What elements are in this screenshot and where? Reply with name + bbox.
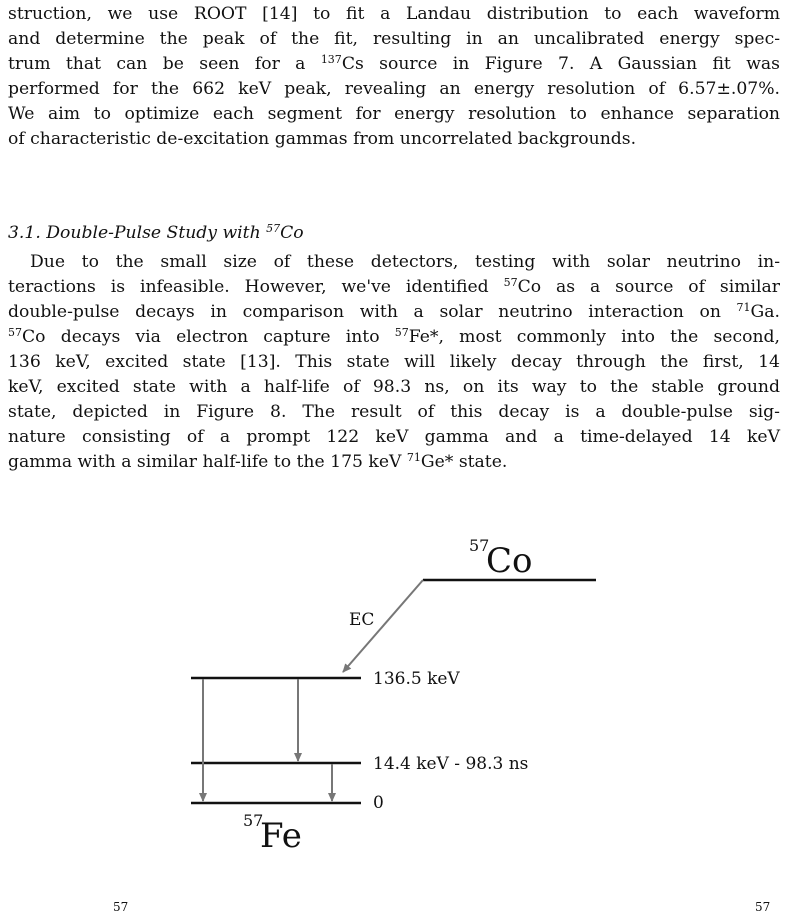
text-line: Due to the small size of these detectors, testing with solar neutrino in- [30, 252, 780, 272]
ground-level-label: 0 [373, 793, 384, 813]
section-heading: 3.1. Double-Pulse Study with $^{57}$Co [8, 221, 304, 243]
text-line: of characteristic de-excitation gammas from uncorrelated backgrounds. [8, 129, 637, 149]
level-136-label: 136.5 keV [373, 669, 460, 689]
level-14-label: 14.4 keV - 98.3 ns [373, 754, 529, 774]
daughter-nuclide-label: Fe [260, 816, 302, 856]
ec-label: EC [349, 610, 375, 630]
text-line: struction, we use ROOT [14] to fit a Landau distribution to each waveform [8, 4, 780, 24]
text-line: trum that can be seen for a $^{137}$Cs source in Figure 7. A Gaussian fit was [8, 52, 780, 74]
text-line: nature consisting of a prompt 122 keV gamma and a time-delayed 14 keV [8, 427, 780, 447]
caption-fragment-right: 57 [755, 900, 771, 911]
text-line: state, depicted in Figure 8. The result of this decay is a double-pulse sig- [8, 402, 780, 422]
text-line: We aim to optimize each segment for energy resolution to enhance separation [8, 104, 780, 124]
parent-mass-number: 57 [469, 536, 490, 555]
text-line: performed for the 662 keV peak, revealing an energy resolution of 6.57±.07%. [8, 79, 780, 99]
text-line: keV, excited state with a half-life of 98.3 ns, on its way to the stable ground [8, 377, 780, 397]
text-line: $^{57}$Co decays via electron capture into $^{57}$Fe*, most commonly into the second, [8, 325, 780, 347]
text-line: and determine the peak of the fit, resulting in an uncalibrated energy spec- [8, 29, 780, 49]
daughter-mass-number: 57 [243, 811, 264, 830]
parent-nuclide-label: Co [486, 541, 533, 581]
text-line: 136 keV, excited state [13]. This state will likely decay through the first, 14 [8, 352, 780, 372]
caption-fragment-left: 57 [113, 900, 129, 911]
text-line: gamma with a similar half-life to the 175 keV $^{71}$Ge* state. [8, 450, 508, 472]
text-line: double-pulse decays in comparison with a solar neutrino interaction on $^{71}$Ga. [8, 300, 780, 322]
text-line: teractions is infeasible. However, we've identified $^{57}$Co as a source of similar [8, 275, 780, 297]
